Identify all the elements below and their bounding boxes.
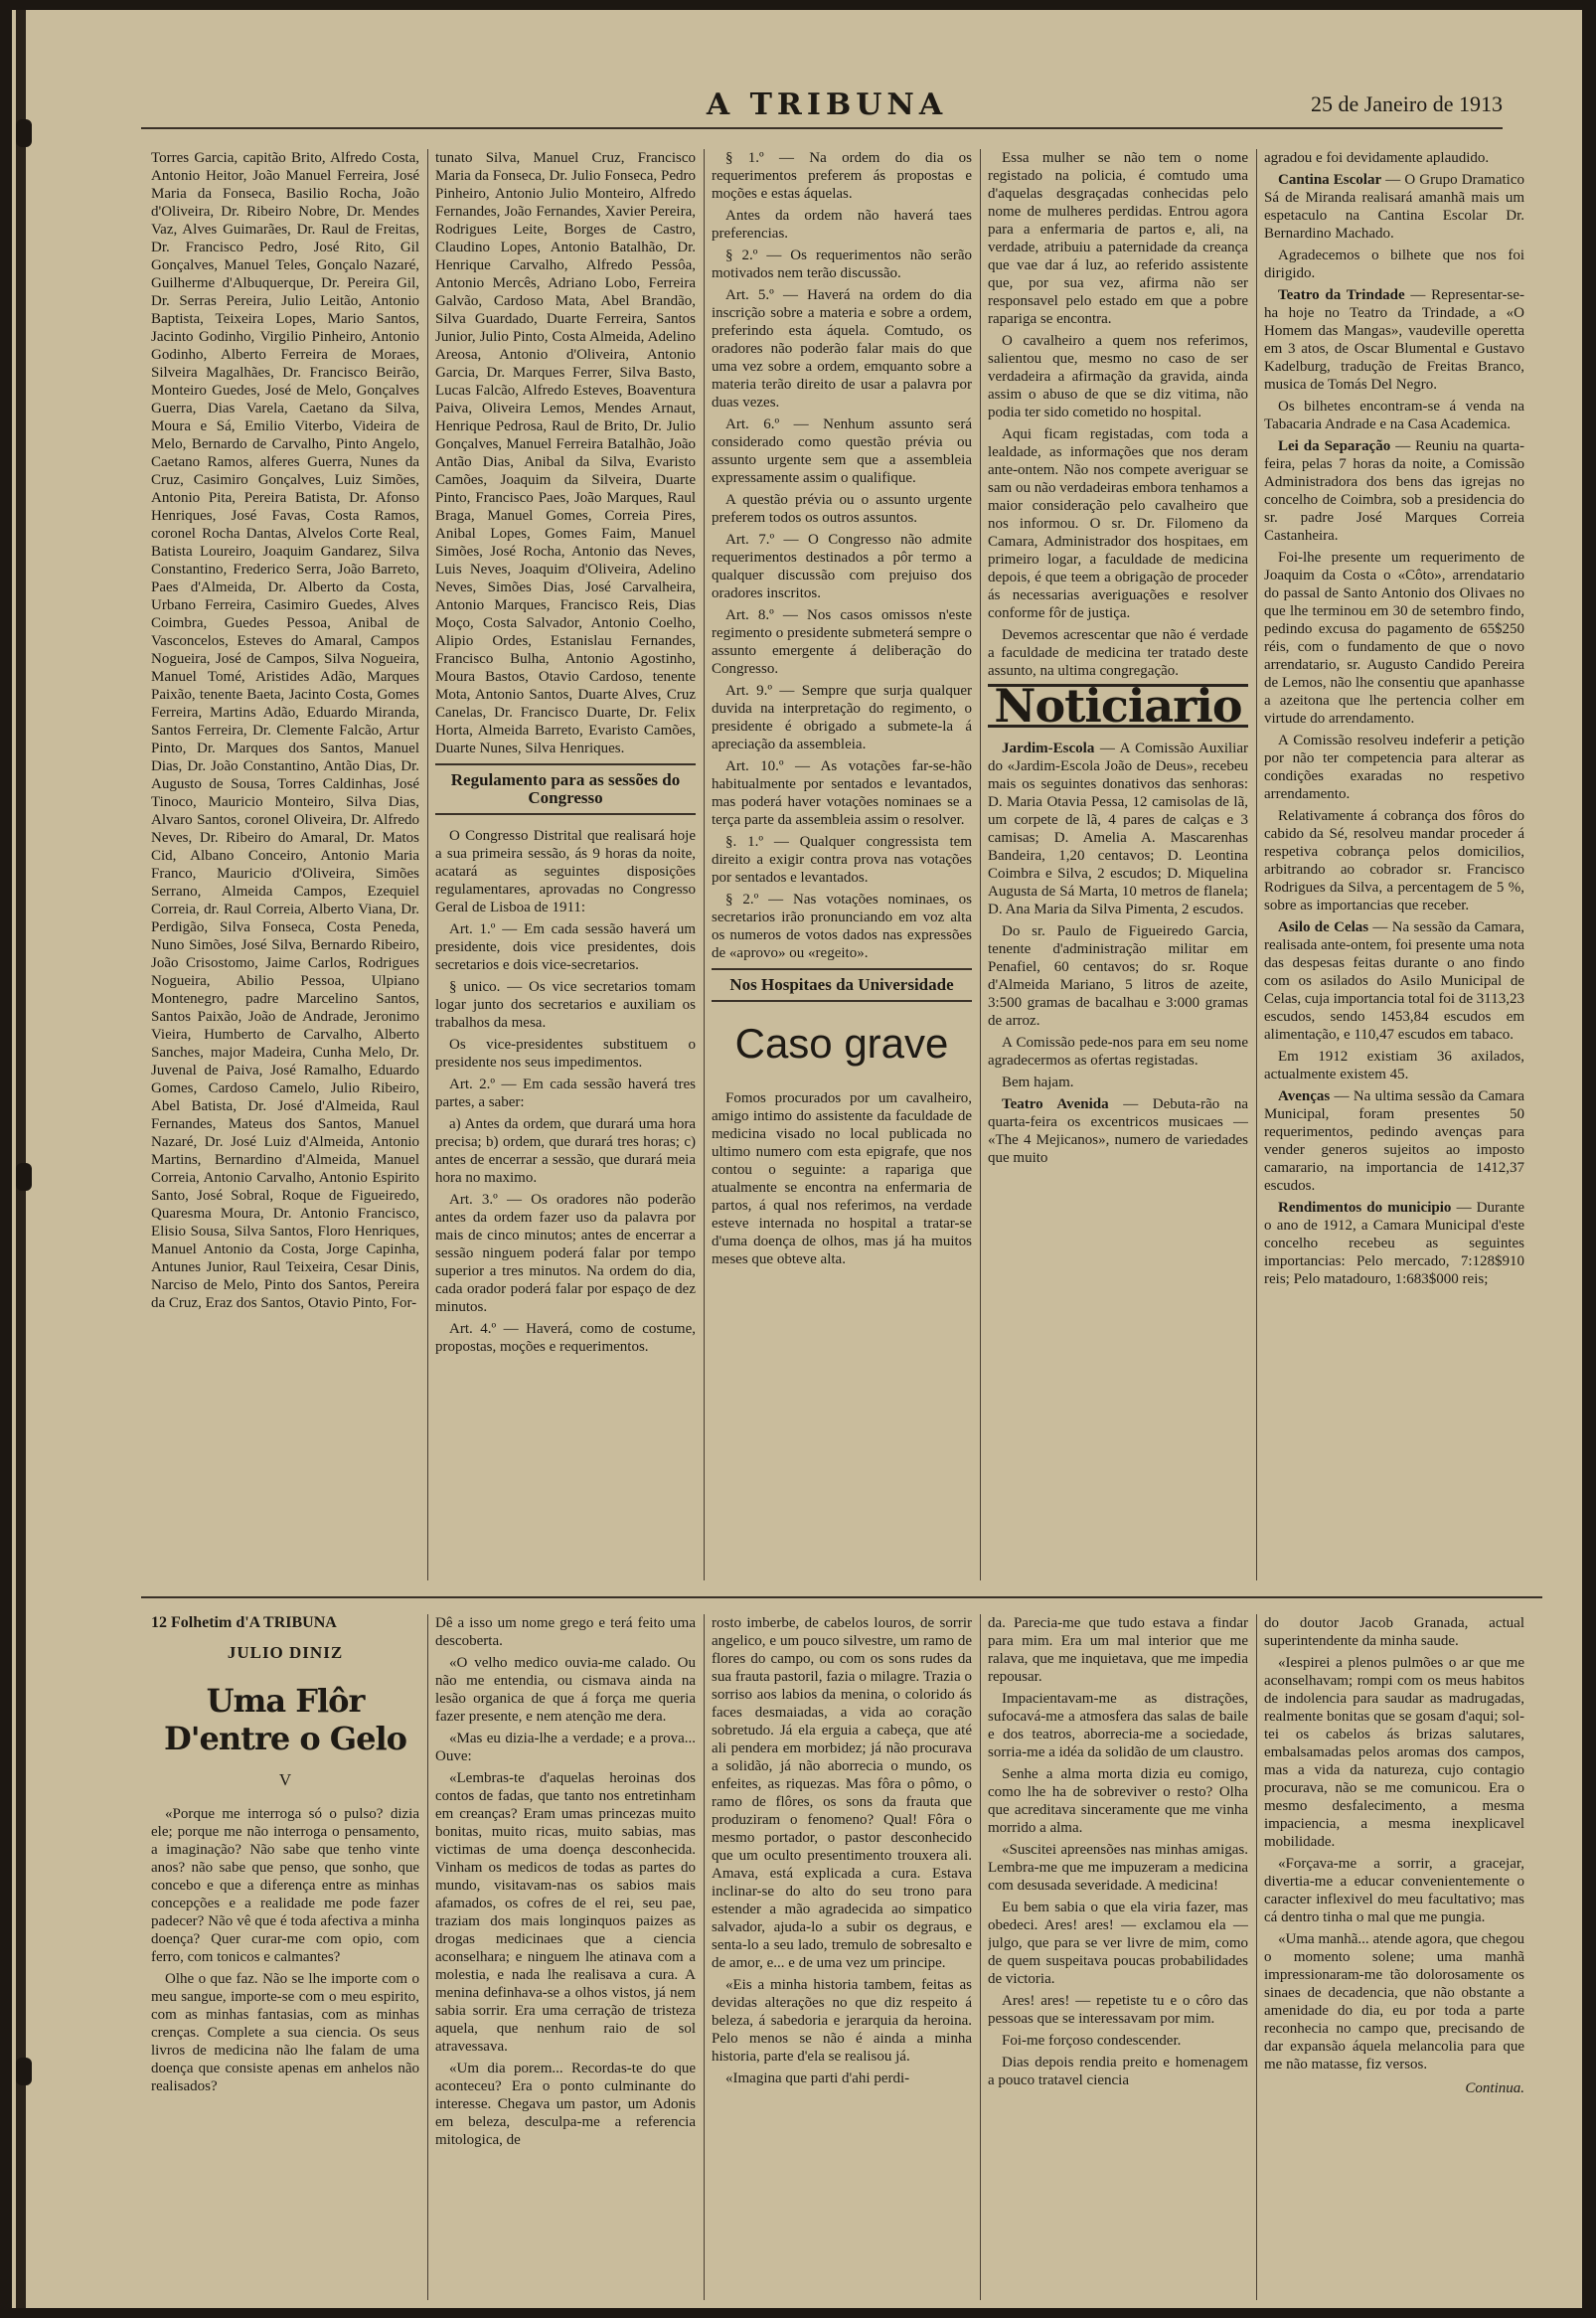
news-body: — Na ultima sessão da Camara Municipal, foram presentes 50 requerimentos, pedindo avenças para vender generos sujeitos ao imposto camarario, na importancia de 1412,37 escudos. — [1264, 1088, 1524, 1194]
column-divider — [704, 1614, 705, 2300]
paragraph: A questão prévia ou o assunto urgente preferem todos os outros assuntos. — [712, 492, 972, 526]
paragraph: Eu bem sabia o que ela viria fazer, mas obedeci. Ares! ares! — exclamou ela — julgo, que para se ver livre de mim, como de quem suspeitava poucas probabilidades de victoria. — [988, 1900, 1248, 1987]
paragraph: «Suscitei apreensões nas minhas amigas. Lembra-me que me impuzeram a medicina com desusada severidade. A medicina! — [988, 1842, 1248, 1894]
column-divider — [1256, 149, 1257, 1580]
paragraph: «Porque me interroga só o pulso? dizia ele; porque me não interroga o pensamento, a imaginação? Não sabe que tenho vinte anos? não sabe que penso, que sonho, que concebo e que a diferença entre as minhas concepções e a realidade me pode fazer padecer? Não vê que é toda afectiva a minha doença? Quer curar-me com opio, com ferro, com tonicos e calmantes? — [151, 1806, 419, 1965]
caso-grave-title: Caso grave — [734, 1020, 949, 1067]
paragraph: rosto imberbe, de cabelos louros, de sorrir angelico, e um pouco silvestre, um ramo de flores do campo, ou com os sons rudes da sua frauta pastoril, fazia o milagre. Trazia o sorriso aos labios da menina, o colorido ás faces desmaiadas, a vida ao coração sobretudo. Já ela erguia a cabeça, que até ali pendera em morbidez; já não procurava a solidão, já não aborrecia o mundo, os enfeites, as riquezas. Mas fôra o pômo, o ramo de flôres, os sons da frauta que produziram o fenomeno? Qual! Fôra o mesmo portador, o pastor desconhecido que um oculto presentimento trouxera ali. Amava, está explicada a cura. Estava inclinar-se do alto do seu trono para estender a mão agradecida ao simpatico salvador, ajuda-lo a subir os degraus, e senta-lo a seu lado, tremulo de sobresalto e de amor, e... e de uma vez um principe. — [712, 1615, 972, 1971]
punch-hole — [16, 2058, 32, 2085]
folhetim-column-4 — [988, 1614, 1248, 2300]
news-kicker: Cantina Escolar — [1278, 172, 1382, 188]
paragraph: Ares! ares! — repetiste tu e o côro das pessoas que se interessavam por mim. — [988, 1993, 1248, 2027]
paragraph: Em 1912 existiam 36 axilados, actualmente existem 45. — [1264, 1049, 1524, 1082]
paragraph: «Iespirei a plenos pulmões o ar que me aconselhavam; rompi com os meus habitos de indolencia para saudar as madrugadas, realmente bonitas que se gosam d'aqui; sol-tei os cabelos ás brizas salutares, embalsamadas pelos aromas dos campos, mas a vida da natureza, cujo contagio procurava, não se me comunicou. Era o mesmo desfalecimento, a mesma impaciencia, a mesma inexplicavel mobilidade. — [1264, 1655, 1524, 1850]
issue-date: 25 de Janeiro de 1913 — [1310, 91, 1503, 116]
paragraph: Aqui ficam registadas, com toda a lealdade, as informações que nos deram ante-ontem. Não nos compete averiguar se sam ou não verdadeiras embora tenhamos a maior consideração pelo cavalheiro que nos informou. O sr. Dr. Filomeno da Camara, Administrador dos hospitaes, em primeiro logar, a faculdade de medicina depois, é que teem a obrigação de proceder ás necessarias averiguações e resolver conforme fôr de justiça. — [988, 426, 1248, 621]
paragraph: a) Antes da ordem, que durará uma hora precisa; b) ordem, que durará tres horas; c) antes de encerrar a sessão, que durará meia hora no maximo. — [435, 1116, 696, 1186]
news-body: — Debuta-rão na quarta-feira os excentricos musicaes — «The 4 Mejicanos», numero de variedades que muito — [988, 1096, 1248, 1166]
paragraph: «Imagina que parti d'ahi perdi- — [725, 2070, 910, 2086]
masthead — [12, 10, 1582, 129]
news-body: — O Grupo Dramatico Sá de Miranda realisará amanhã mais um espetaculo na Cantina Escolar Dr. Bernardino Machado. — [1264, 172, 1524, 242]
news-body: — A Comissão Auxiliar do «Jardim-Escola João de Deus», recebeu mais os seguintes donativos das senhoras: D. Maria Otavia Pessa, 12 camisolas de lã, um corpete de lã, 4 pares de calças e 3 camisas; D. Amelia A. Mascarenhas Bandeira, 1,20 centavos; D. Leontina Coimbra e Silva, 2 escudos; D. Miquelina Augusta de Sá Marta, 10 metros de flanela; D. Ana Maria da Silva Pimenta, 2 escudos. — [988, 741, 1248, 917]
paragraph: Foi-lhe presente um requerimento de Joaquim da Costa o «Côto», arrendatario do passal de Santo Antonio dos Olivaes no que lhe terminou em 30 de setembro findo, pedindo excusa do pagamento de 65$250 réis, com o fundamento de que o novo arrendatario, sr. Augusto Candido Pereira de Lemos, não lhe consentiu que apanhasse a azeitona que lhe pertencia colher em virtude do arrendamento. — [1264, 550, 1524, 727]
paragraph: Impacientavam-me as distrações, sufocavá-me a atmosfera das salas de baile e dos teatros, aborrecia-me a sociedade, sorria-me a idéa da solidão de um claustro. — [988, 1691, 1248, 1760]
paragraph: «O velho medico ouvia-me calado. Ou não me entendia, ou cismava ainda na lesão organica de que á força me queria fazer presente, e nem atenção me dera. — [435, 1655, 696, 1725]
paragraph: Art. 1.º — Em cada sessão haverá um presidente, dois vice presidentes, dois secretarios e dois vice-secretarios. — [435, 921, 696, 973]
folhetim-column-2 — [435, 1614, 696, 2300]
paragraph: Relativamente á cobrança dos fôros do cabido da Sé, resolveu mandar proceder á respetiva cobrança pelos domicilios, arbitrando ao cobrador sr. Francisco Rodrigues da Silva, a percentagem de 5 %, sobre as importancias que receber. — [1264, 808, 1524, 913]
paragraph: «Um dia porem... Recordas-te do que aconteceu? Era o ponto culminante do interesse. Chegava um pastor, um Adonis em beleza, desculpa-me a referencia mitologica, de — [435, 2061, 696, 2148]
news-body: — Durante o ano de 1912, a Camara Municipal d'este concelho recebeu as seguintes importancias: Pelo mercado, 7:128$910 reis; Pelo matadouro, 1:683$000 reis; — [1264, 1200, 1524, 1287]
continua-label: Continua. — [1465, 2080, 1524, 2096]
news-item-jardim-escola — [988, 740, 1248, 918]
paragraph: A Comissão pede-nos para em seu nome agradecermos as ofertas registadas. — [988, 1035, 1248, 1069]
folhetim-column-1 — [151, 1614, 419, 2300]
paragraph: «Uma manhã... atende agora, que chegou o momento solene; uma manhã impressionaram-me tão dolorosamente os sinaes de decadencia, que não obstante a amenidade do dia, eu por toda a parte reconhecia no campo que, precisando de dar expansão áquela melancolia para que me não matasse, fiz versos. — [1264, 1931, 1524, 2072]
folhetim-column-5 — [1264, 1614, 1524, 2300]
news-kicker: Jardim-Escola — [1002, 741, 1095, 756]
column-divider — [980, 149, 981, 1580]
attendee-list-continued: tunato Silva, Manuel Cruz, Francisco Maria da Fonseca, Dr. Julio Fonseca, Pedro Pinheiro, Antonio Julio Monteiro, Alfredo Fernandes, João Fernandes, Xavier Pereira, Rodrigues Leite, Borges de Castro, Claudino Lopes, Antonio Batalhão, Dr. Henrique Carvalho, Alfredo Pessôa, Antonio Mercês, Adriano Lobo, Ferreira Galvão, Cardoso Mata, Abel Brandão, Silva Guardado, Duarte Ferreira, Santos Junior, Julio Pinto, Costa Almeida, Adelino Areosa, Antonio d'Oliveira, Antonio Garcia, Dr. Marques Ferrer, Silva Basto, Lucas Falcão, Alfredo Esteves, Boaventura Paiva, Oliveira Lemos, Mendes Arnaut, Henrique Pedrosa, Raul de Brito, Dr. Julio Gonçalves, Manuel Ferreira Batalhão, João Antão Dias, Anibal da Silva, Evaristo Camões, Joaquim da Silveira, Duarte Pinto, Francisco Paes, João Marques, Raul Braga, Manuel Gomes, Correia Pires, Anibal Lopes, Gomes Faim, Manuel Simões, José Rocha, Antonio das Neves, Luis Neves, Joaquim d'Oliveira, Adelino Neves, Simões Dias, José Carvalheira, Antonio Marques, Francisco Reis, Dias Moço, Costa Salvador, Antonio Coelho, Alipio Ordes, Estanislau Fernandes, Francisco Bulha, Antonio Agostinho, Moura Bastos, Otavio Cardoso, tenente Mota, Antonio Santos, Duarte Alves, Cruz Canelas, Dr. Francisco Duarte, Dr. Felix Horta, Almeida Barreto, Evaristo Camões, Duarte Nunes, Silva Henriques. — [435, 150, 696, 756]
paragraph: Senhe a alma morta dizia eu comigo, como lhe ha de sobreviver o resto? Olha que acreditava sinceramente que me vinha morrido a alma. — [988, 1766, 1248, 1836]
newspaper-title: A TRIBUNA — [706, 87, 948, 122]
paragraph: da. Parecia-me que tudo estava a findar para mim. Era um mal interior que me ralava, que me inquietava, que me impedia repousar. — [988, 1615, 1248, 1685]
paragraph: «Mas eu dizia-lhe a verdade; e a prova... Ouve: — [435, 1731, 696, 1764]
paragraph: Art. 5.º — Haverá na ordem do dia inscrição sobre a materia e sobre a ordem, preferindo esta áquela. Comtudo, os oradores não poderão falar mais do que uma vez sobre a ordem, emquanto sobre a materia terão direito de usar a palavra por duas vezes. — [712, 287, 972, 411]
paragraph: Art. 9.º — Sempre que surja qualquer duvida na interpretação do regimento, o presidente é obrigado a submete-la á apreciação da assembleia. — [712, 683, 972, 752]
paragraph: Art. 6.º — Nenhum assunto será considerado como questão prévia ou assunto urgente sem que a assembleia expressamente assim o qualifique. — [712, 416, 972, 486]
paragraph: Art. 8.º — Nos casos omissos n'este regimento o presidente submeterá sempre o assunto emergente á deliberação do Congresso. — [712, 607, 972, 677]
newspaper-page — [12, 10, 1582, 2308]
paragraph: Essa mulher se não tem o nome registado na policia, é comtudo uma d'aquelas desgraçadas conhecidas pelo nome de mulheres perdidas. Entrou agora para a enfermaria de partos e, ali, na verdade, atribuiu a paternidade da creança que vae dar á luz, ao referido assistente que, por sua vez, afirma não ser responsavel pelo estado em que a pobre rapariga se encontra. — [988, 150, 1248, 327]
column-divider — [427, 1614, 428, 2300]
paragraph: § 1.º — Na ordem do dia os requerimentos preferem ás propostas e moções e estas áquelas. — [712, 150, 972, 202]
paragraph: Art. 10.º — As votações far-se-hão habitualmente por sentados e levantados, mas poderá haver votações nominaes se a terça parte da assembleia assim o resolver. — [712, 758, 972, 828]
paragraph: Art. 7.º — O Congresso não admite requerimentos destinados a pôr termo a qualquer discussão com prejuiso dos oradores inscritos. — [712, 532, 972, 601]
column-1 — [151, 149, 419, 1580]
binding-edge — [16, 10, 26, 2308]
paragraph: «Eis a minha historia tambem, feitas as devidas alterações no que diz respeito á beleza, á sabedoria e jerarquia da heroina. Pelo menos se não é ainda a minha historia, parte d'ela se realisou já. — [712, 1977, 972, 2065]
paragraph: Foi-me forçoso condescender. — [1002, 2033, 1182, 2049]
paragraph: Dias depois rendia preito e homenagem a pouco tratavel ciencia — [988, 2055, 1248, 2088]
news-kicker: Teatro Avenida — [1002, 1096, 1109, 1112]
folhetim-divider — [141, 1596, 1542, 1598]
column-divider — [427, 149, 428, 1580]
news-item-avencas — [1264, 1087, 1524, 1195]
regulamento-title: Regulamento para as sessões do Congresso — [435, 763, 696, 815]
paragraph: Devemos acrescentar que não é verdade a faculdade de medicina ter tratado deste assunto, na ultima congregação. — [988, 627, 1248, 679]
paragraph: Os bilhetes encontram-se á venda na Tabacaria Andrade e na Casa Academica. — [1264, 399, 1524, 432]
paragraph: § unico. — Os vice secretarios tomam logar junto dos secretarios e auxiliam os trabalhos da mesa. — [435, 979, 696, 1031]
hospitais-title: Nos Hospitaes da Universidade — [712, 968, 972, 1002]
news-item-rendimentos — [1264, 1199, 1524, 1288]
paragraph: Agradecemos o bilhete que nos foi dirigido. — [1264, 248, 1524, 281]
paragraph: Antes da ordem não haverá taes preferencias. — [712, 208, 972, 242]
paragraph: Art. 2.º — Em cada sessão haverá tres partes, a saber: — [435, 1076, 696, 1110]
news-body: — Na sessão da Camara, realisada ante-ontem, foi presente uma nota das despesas feitas durante o ano findo com os asilados do Asilo Municipal de Celas, cuja importancia total foi de 3113,23 escudos, sendo 1453,84 escudos em alimentação, e 110,47 escudos em tabaco. — [1264, 919, 1524, 1043]
paragraph: Art. 4.º — Haverá, como de costume, propostas, moções e requerimentos. — [435, 1321, 696, 1355]
attendee-list: Torres Garcia, capitão Brito, Alfredo Costa, Antonio Heitor, João Manuel Ferreira, José Maria da Fonseca, Basilio Rocha, João d'Oliveira, Dr. Ribeiro Nobre, Dr. Mendes Vaz, Alves Guimarães, Dr. Raul de Freitas, Dr. Francisco Pedro, José Rito, Gil Gonçalves, Manuel Teles, Gonçalo Nazaré, Guilherme d'Albuquerque, Dr. Pereira Gil, Dr. Serras Pereira, Julio Leitão, Antonio Baptista, Teixeira Lopes, Mario Santos, Jacinto Godinho, Virgilio Pinheiro, Antonio Godinho, Alberto Ferreira de Moraes, Silveira Magalhães, Dr. Francisco Beirão, Monteiro Guedes, José de Melo, Gonçalves Guerra, Dias Varela, Caetano da Silva, Moura e Sá, Emilio Viterbo, Videira de Melo, Bernardo de Carvalho, Pinto Angelo, Caetano Ramos, alferes Guerra, Nunes da Cruz, Casimiro Gonçalves, Luiz Simões, Antonio Pita, Pereira Batista, Dr. Afonso Henriques, José Favas, Costa Ramos, coronel Rocha Dantas, Alvelos Corte Real, Batista Loureiro, Joaquim Gandarez, Silva Constantino, Frederico Serra, João Barreto, Paes d'Almeida, Dr. Alberto da Costa, Urbano Ferreira, Casimiro Guedes, Alves Coimbra, Guedes Pessoa, Anibal de Vasconcelos, Esteves do Amaral, Campos Nogueira, José de Campos, Silva Nogueira, Manuel Tomé, Aristides Adão, Marques Paixão, tenente Baeta, Jacinto Costa, Gomes Ferreira, Martins Adão, Eduardo Miranda, Santos Ferreira, Dr. Clemente Falcão, Artur Pinto, Dr. Marques dos Santos, Manuel Dias, Dr. João Constantino, Antão Dias, Dr. Augusto de Sousa, Torres Caldinhas, José Tinoco, Mauricio Monteiro, Silva Dias, Alvaro Santos, coronel Oliveira, Dr. Alfredo Neves, Dr. Ribeiro do Amaral, Dr. Matos Cid, Albano Conceiro, Antonio Maria Franco, Mauricio d'Oliveira, Simões Serrano, Almeida Campos, Ezequiel Correia, dr. Raul Correia, Alberto Viana, Dr. Perdigão, Silva Fonseca, Costa Peneda, Nuno Simões, José Silva, Bernardo Ribeiro, João Crisostomo, Jaime Carlos, Rodrigues Nogueira, Abilio Pessoa, Ulpiano Montenegro, padre Marcelino Santos, Santos Paixão, João de Andrade, Jeronimo Vieira, Humberto de Carvalho, Alberto Sanches, major Madeira, Cunha Melo, Dr. Juvenal de Paiva, José Ramalho, Eduardo Gomes, Cardoso Camelo, Julio Ribeiro, Abel Batista, Dr. José d'Almeida, Raul Fernandes, Mateus dos Santos, Manuel Nazaré, Dr. José Luiz d'Almeida, Antonio Martins, Bernardino d'Almeida, Manuel Correia, Antonio Carvalho, Antonio Espirito Santo, José Sobral, Roque de Figueiredo, Quaresma Moura, Dr. Antonio Francisco, Elisio Sousa, Silva Santos, Floro Henriques, Manuel Antonio da Costa, Jorge Capinha, Antunes Junior, Raul Teixeira, Cesar Dinis, Narciso de Melo, Pinto dos Santos, Pereira da Cruz, Eraz dos Santos, Otavio Pinto, For- — [151, 150, 419, 1311]
paragraph: O cavalheiro a quem nos referimos, salientou que, mesmo no caso de ser verdadeira a afirmação da gravida, ainda assim o abuso de que se diz vitima, não podia ter sido cometido no hospital. — [988, 333, 1248, 420]
paragraph: Do sr. Paulo de Figueiredo Garcia, tenente d'administração militar em Penafiel, 60 centavos; do sr. Roque d'Almeida Mariano, 5 litros de azeite, 3:500 gramas de bacalhau e 3:000 gramas de arroz. — [988, 923, 1248, 1029]
punch-hole — [16, 1163, 32, 1191]
folhetim-column-3 — [712, 1614, 972, 2300]
folhetim-heading: 12 Folhetim d'A TRIBUNA — [151, 1614, 337, 1631]
news-item-asilo-celas — [1264, 918, 1524, 1044]
paragraph: «Lembras-te d'aquelas heroinas dos contos de fadas, que tanto nos entretinham em creanças? Eram umas princezas muito bonitas, muito ricas, muito sabias, mas victimas de uma doença desconhecida. Vinham os medicos de todas as partes do mundo, visitavam-nas os sabios mais afamados, os cofres de el rei, seu pae, traziam dos mais longinquos paizes as drogas medicinaes que a ciencia aconselhara; e ninguem lhe atinava com a molestia, e nada lhe realisava a cura. A menina definhava-se a olhos vistos, já nem sabia sorrir. Era uma cerração de tristeza aquela, que nenhum raio de sol atravessava. — [435, 1770, 696, 2055]
folhetim-title: Uma Flôr D'entre o Gelo — [164, 1682, 406, 1757]
paragraph: § 2.º — Nas votações nominaes, os secretarios irão pronunciando em voz alta os numeros de votos dados nas expressões de «aprovo» ou «regeito». — [712, 892, 972, 961]
paragraph: O Congresso Distrital que realisará hoje a sua primeira sessão, ás 9 horas da noite, acatará as seguintes disposições regulamentares, aprovadas no Congresso Geral de Lisboa de 1911: — [435, 828, 696, 915]
header-rule — [141, 127, 1503, 129]
paragraph: Art. 3.º — Os oradores não poderão antes da ordem fazer uso da palavra por mais de cinco minutos; antes de encerrar a sessão ninguem poderá falar por tempo superior a tres minutos. Na ordem do dia, cada orador poderá falar por espaço de dez minutos. — [435, 1192, 696, 1315]
news-item-cantina-escolar — [1264, 171, 1524, 243]
paragraph: A Comissão resolveu indeferir a petição por não ter competencia para alterar as condições exaradas no respetivo arrendamento. — [1264, 733, 1524, 802]
paragraph: Dê a isso um nome grego e terá feito uma descoberta. — [435, 1615, 696, 1649]
paragraph: do doutor Jacob Granada, actual superintendente da minha saude. — [1264, 1615, 1524, 1649]
paragraph: Fomos procurados por um cavalheiro, amigo intimo do assistente da faculdade de medicina visado no local publicada no ultimo numero com esta epigrafe, que nos contou o seguinte: a rapariga que atualmente se encontra na enfermaria de partos, á qual nos referimos, na verdade esteve internada no hospital a tratar-se d'uma doença de olhos, mas já ha muitos meses que obteve alta. — [712, 1090, 972, 1267]
news-body: — Reuniu na quarta-feira, pelas 7 horas da noite, a Comissão Administradora dos bens das igrejas no concelho de Coimbra, sob a presidencia do sr. padre José Marques Correia Castanheira. — [1264, 438, 1524, 544]
folhetim-author: JULIO DINIZ — [227, 1643, 344, 1662]
news-kicker: Lei da Separação — [1278, 438, 1391, 454]
news-kicker: Avenças — [1278, 1088, 1331, 1104]
column-3 — [712, 149, 972, 1580]
chapter-number: V — [278, 1770, 292, 1789]
column-5 — [1264, 149, 1524, 1580]
noticiario-title: Noticiario — [988, 684, 1248, 728]
news-body: — Representar-se-ha hoje no Teatro da Trindade, a «O Homem das Mangas», vaudeville operetta em 3 atos, de Oscar Blumental e Gustavo Kadelburg, tradução de Freitas Branco, musica de Tomás Del Negro. — [1264, 287, 1524, 393]
paragraph: «Forçava-me a sorrir, a gracejar, divertia-me a educar convenientemente o caracter inflexivel do meu facultativo; mas cá dentro tinha o mal que me pungia. — [1264, 1856, 1524, 1925]
column-4 — [988, 149, 1248, 1580]
news-kicker: Teatro da Trindade — [1278, 287, 1405, 303]
paragraph: § 2.º — Os requerimentos não serão motivados nem terão discussão. — [712, 248, 972, 281]
paragraph: §. 1.º — Qualquer congressista tem direito a exigir contra prova nas votações por sentados e levantados. — [712, 834, 972, 886]
news-kicker: Asilo de Celas — [1278, 919, 1369, 935]
news-item-lei-separacao — [1264, 437, 1524, 545]
news-kicker: Rendimentos do municipio — [1278, 1200, 1452, 1216]
column-divider — [1256, 1614, 1257, 2300]
news-item-teatro-trindade — [1264, 286, 1524, 394]
news-item-teatro-avenida — [988, 1095, 1248, 1167]
paragraph: Os vice-presidentes substituem o presidente nos seus impedimentos. — [435, 1037, 696, 1071]
column-divider — [980, 1614, 981, 2300]
column-divider — [704, 149, 705, 1580]
paragraph: agradou e foi devidamente aplaudido. — [1264, 150, 1490, 166]
column-2 — [435, 149, 696, 1580]
paragraph: Olhe o que faz. Não se lhe importe com o meu sangue, importe-se com o meu espirito, com as minhas fantasias, com as minhas crenças. Complete a sua ciencia. Os seus livros de medicina não lhe falam de uma doença que consiste apenas em anhelos não realisados? — [151, 1971, 419, 2094]
paragraph: Bem hajam. — [1002, 1075, 1074, 1090]
